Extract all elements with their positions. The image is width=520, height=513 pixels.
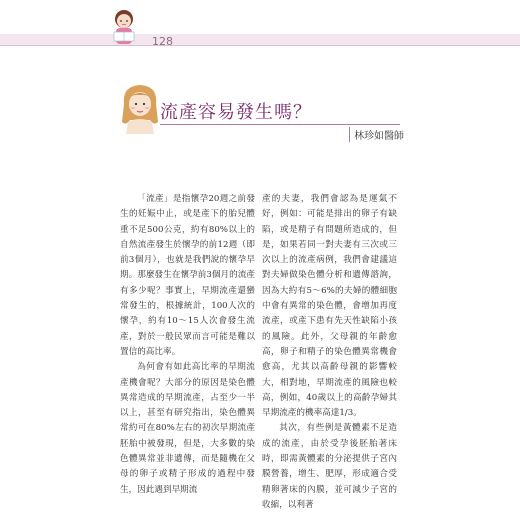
paragraph: 其次，有些例是黃體素不足造成的流產，由於受孕後胚胎著床時，即需黃體素的分泌提供子宮內膜營養，增生、肥厚，形成適合受精卵著床的內膜，並可減少子宮的收縮，以利著 <box>262 423 397 510</box>
paragraph: 「流產」是指懷孕20週之前發生的妊娠中止，或是產下的胎兒體重不足500公克，約有80%以上的自然流產發生於懷孕的前12週（即前3個月），也就是我們說的懷孕早期。那麼發生在懷孕前3個月的流產有多少呢？事實上，早期流產還蠻常發生的，根據統計，100人次的懷孕，約有10～15人次會發生流產，對於一般民眾而言可能是難以置信的高比率。 <box>120 194 255 357</box>
paragraph: 為何會有如此高比率的早期流產機會呢？大部分的原因是染色體異常造成的早期流產，占至少一半以上，甚至有研究指出，染色體異常約可在80%左右的初次早期流產胚胎中被發現，但是，大多數的染色體異常並非遺傳，而是隨機在父母的卵子或精子形成的過程中發生，因此遇到早期流 <box>120 362 255 495</box>
author-byline: 林珍如醫師 <box>349 127 404 142</box>
paragraph: 產的夫妻，我們會認為是運氣不好，例如：可能是排出的卵子有缺陷，或是精子有問題所造成的，但是，如果若同一對夫妻有三次或三次以上的流產病例，我們會建議這對夫婦做染色體分析和遺傳諮詢，因為大約有5～6%的夫婦的體細胞中會有異常的染色體，會增加再度流產，或產下患有先天性缺陷小孩的風險。此外，父母親的年齡愈高，卵子和精子的染色體異常機會愈高，尤其以高齡母親的影響較大，相對地，早期流產的風險也較高，例如，40歲以上的高齡孕婦其早期流產的機率高達1/3。 <box>262 194 397 419</box>
reading-girl-illustration <box>105 8 143 48</box>
page-number: 128 <box>152 35 173 48</box>
title-underline <box>160 124 400 125</box>
left-column <box>120 192 255 498</box>
girl-portrait-illustration <box>118 82 162 134</box>
right-column <box>262 192 397 513</box>
header-rule <box>0 45 520 46</box>
page-title: 流產容易發生嗎？ <box>160 102 312 123</box>
